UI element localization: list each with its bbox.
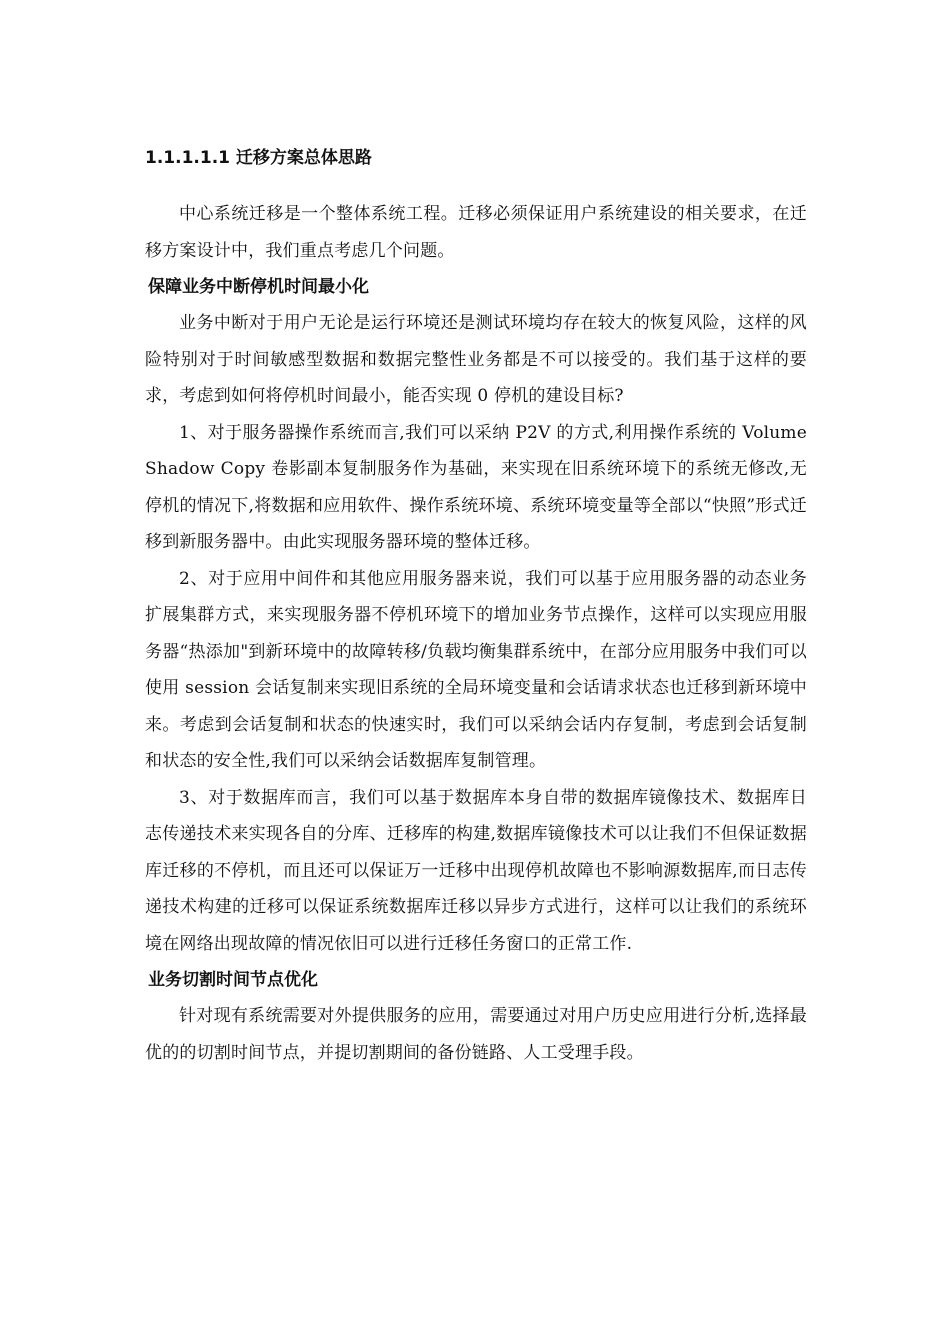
section2-paragraph-1: 针对现有系统需要对外提供服务的应用，需要通过对用户历史应用进行分析,选择最优的的切割时间节点，并提切割期间的备份链路、人工受理手段。	[145, 1006, 807, 1063]
section1-paragraph-1: 业务中断对于用户无论是运行环境还是测试环境均存在较大的恢复风险，这样的风险特别对于时间敏感型数据和数据完整性业务都是不可以接受的。我们基于这样的要求，考虑到如何将停机时间最小，能否实现 0 停机的建设目标?	[145, 313, 807, 406]
section2-heading: 业务切割时间节点优化	[148, 970, 318, 990]
section1-paragraph-3: 2、对于应用中间件和其他应用服务器来说，我们可以基于应用服务器的动态业务扩展集群方式，来实现服务器不停机环境下的增加业务节点操作，这样可以实现应用服务器“热添加"到新环境中的故障转移/负载均衡集群系统中，在部分应用服务中我们可以使用 session 会话复制来实现旧系统的全局环境变量和会话请求状态也迁移到新环境中来。考虑到会话复制和状态的快速实时，我们可以采纳会话内存复制，考虑到会话复制和状态的安全性,我们可以采纳会话数据库复制管理。	[145, 568, 807, 771]
intro-paragraph: 中心系统迁移是一个整体系统工程。迁移必须保证用户系统建设的相关要求，在迁移方案设计中，我们重点考虑几个问题。	[145, 204, 807, 261]
section-title: 1.1.1.1.1 迁移方案总体思路	[145, 148, 372, 168]
section1-paragraph-4: 3、对于数据库而言，我们可以基于数据库本身自带的数据库镜像技术、数据库日志传递技术来实现各自的分库、迁移库的构建,数据库镜像技术可以让我们不但保证数据库迁移的不停机，而且还可以保证万一迁移中出现停机故障也不影响源数据库,而日志传递技术构建的迁移可以保证系统数据库迁移以异步方式进行，这样可以让我们的系统环境在网络出现故障的情况依旧可以进行迁移任务窗口的正常工作.	[145, 787, 807, 954]
document-body	[145, 140, 807, 1071]
section1-paragraph-2: 1、对于服务器操作系统而言,我们可以采纳 P2V 的方式,利用操作系统的 Volume Shadow Copy 卷影副本复制服务作为基础，来实现在旧系统环境下的系统无修改,无停机的情况下,将数据和应用软件、操作系统环境、系统环境变量等全部以“快照”形式迁移到新服务器中。由此实现服务器环境的整体迁移。	[145, 422, 807, 552]
section1-heading: 保障业务中断停机时间最小化	[148, 277, 369, 297]
